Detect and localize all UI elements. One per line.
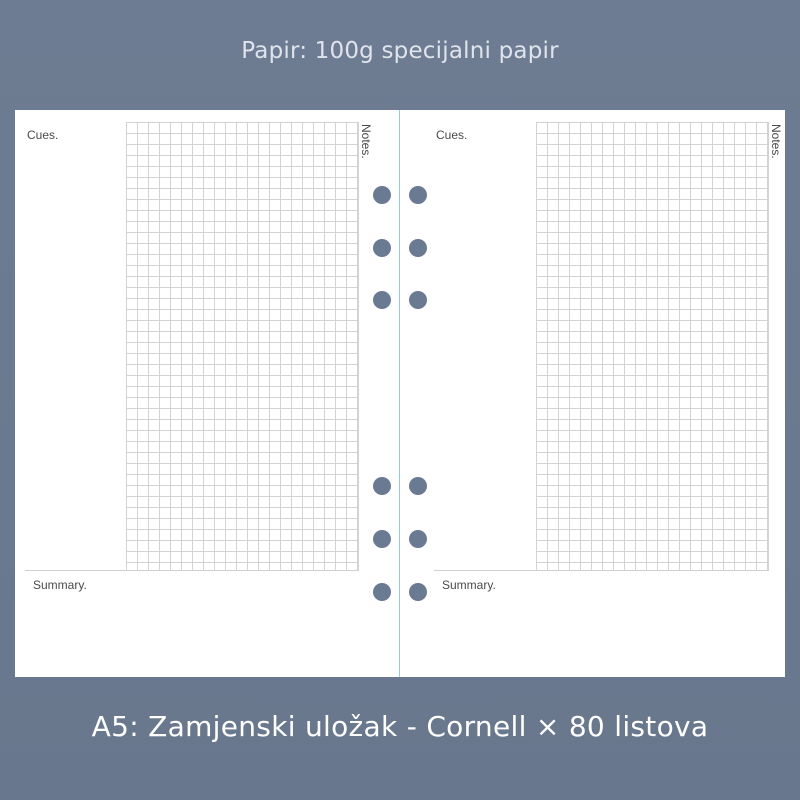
left-summary-label: Summary. bbox=[33, 578, 87, 592]
binder-hole bbox=[409, 186, 427, 204]
paper-spec-caption: Papir: 100g specijalni papir bbox=[241, 38, 559, 64]
right-summary-label: Summary. bbox=[442, 578, 496, 592]
binder-hole bbox=[409, 530, 427, 548]
binder-hole bbox=[373, 583, 391, 601]
right-notes-label: Notes. bbox=[769, 124, 783, 159]
binder-hole bbox=[409, 291, 427, 309]
right-page bbox=[400, 110, 785, 677]
right-cues-label: Cues. bbox=[436, 128, 468, 142]
binder-hole bbox=[373, 239, 391, 257]
binder-hole bbox=[373, 530, 391, 548]
product-title-caption: A5: Zamjenski uložak - Cornell × 80 listova bbox=[91, 710, 709, 743]
notebook-spread bbox=[15, 110, 785, 677]
right-notes-grid bbox=[536, 122, 769, 571]
binder-hole bbox=[409, 477, 427, 495]
left-notes-label: Notes. bbox=[359, 124, 373, 159]
left-summary-divider bbox=[25, 570, 358, 571]
left-notes-grid bbox=[126, 122, 359, 571]
binder-hole bbox=[373, 186, 391, 204]
binder-hole bbox=[373, 477, 391, 495]
right-summary-divider bbox=[434, 570, 769, 571]
left-cues-label: Cues. bbox=[27, 128, 59, 142]
binder-hole bbox=[409, 583, 427, 601]
binder-hole bbox=[409, 239, 427, 257]
binder-hole bbox=[373, 291, 391, 309]
left-page bbox=[15, 110, 399, 677]
